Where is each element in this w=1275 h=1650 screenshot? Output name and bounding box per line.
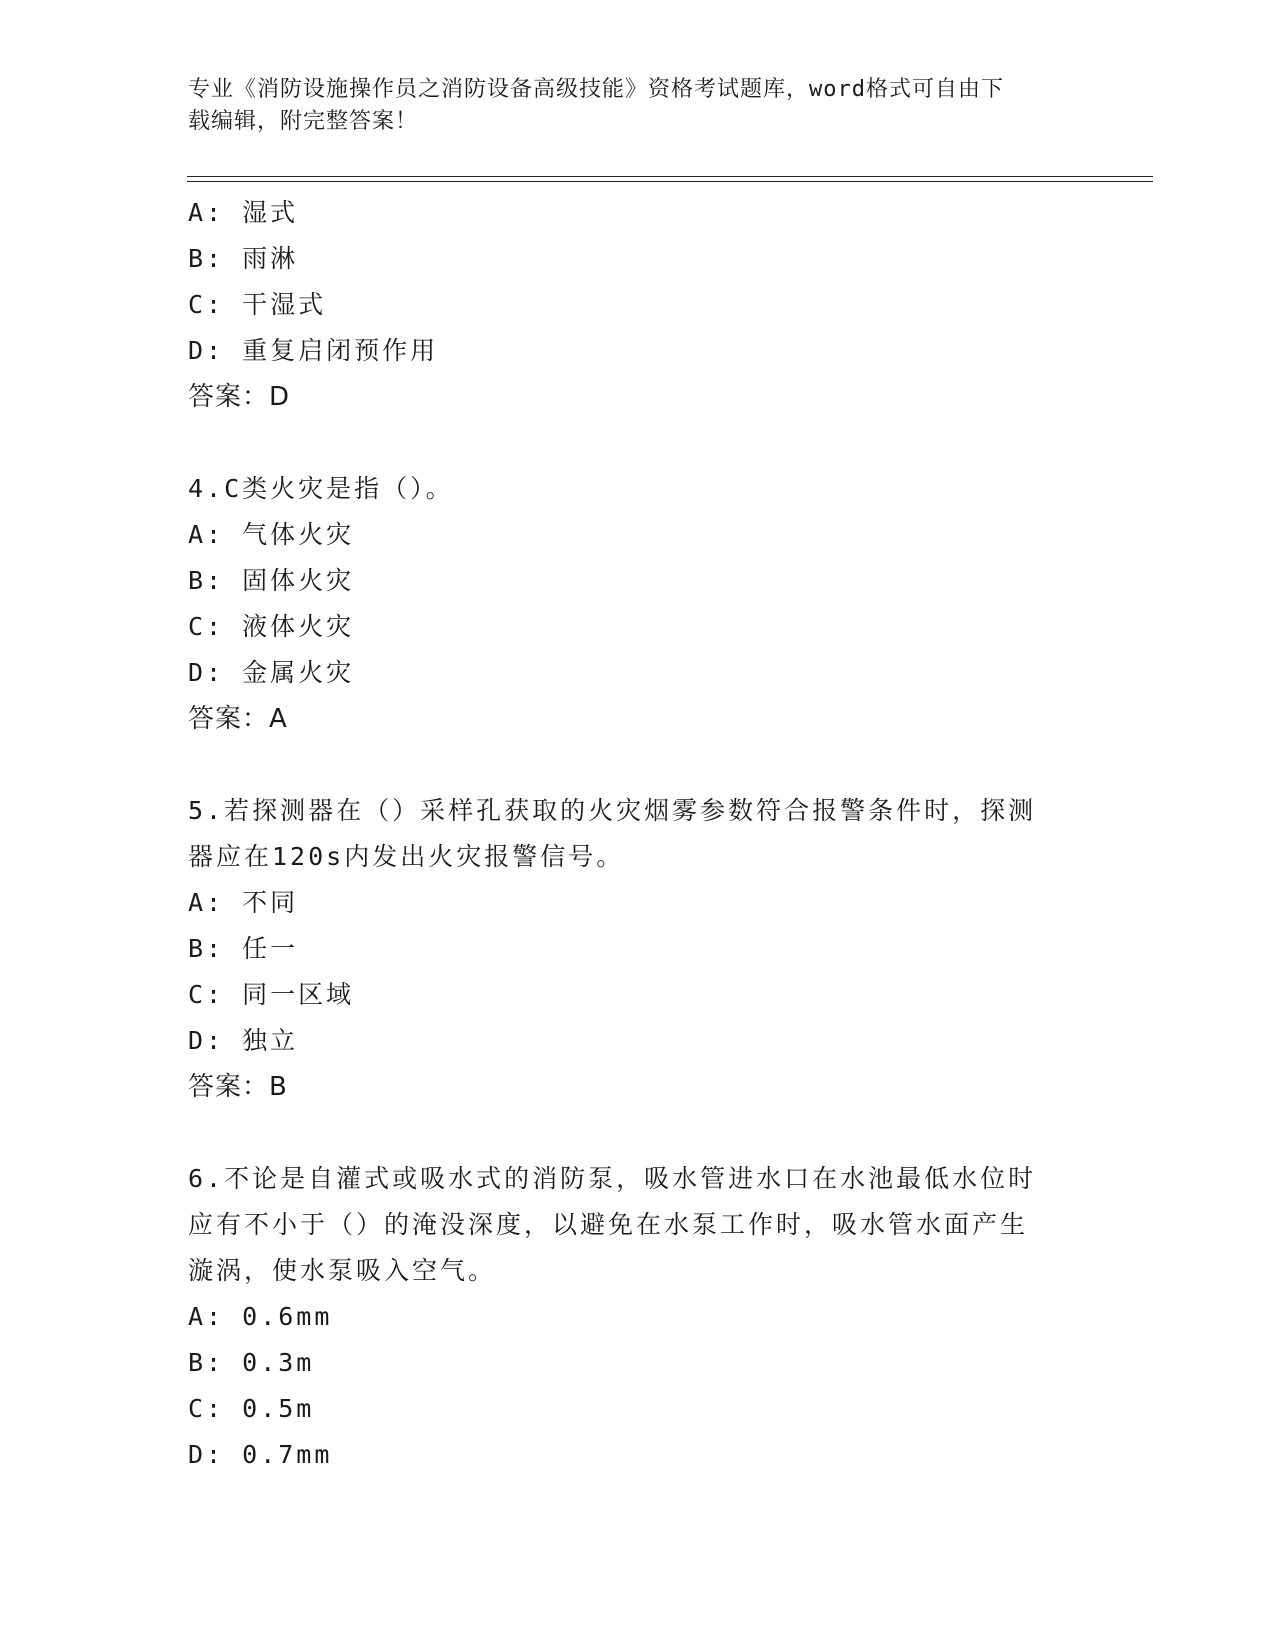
option-a: A: 湿式 (188, 198, 299, 227)
question-stem-line-2: 应有不小于（）的淹没深度，以避免在水泵工作时，吸水管水面产生 (188, 1210, 1029, 1239)
header-rule-top (187, 176, 1153, 177)
option-b: B: 雨淋 (188, 244, 299, 273)
document-header (188, 74, 1088, 138)
header-line-1: 专业《消防设施操作员之消防设备高级技能》资格考试题库，word格式可自由下 (188, 77, 1004, 102)
question-list (188, 190, 1068, 1478)
option-d: D: 重复启闭预作用 (188, 336, 439, 365)
option-c: C: 干湿式 (188, 290, 327, 319)
header-rule-bottom (187, 181, 1153, 182)
option-c: C: 同一区域 (188, 980, 355, 1009)
answer: 答案：A (188, 704, 288, 734)
question-5 (188, 788, 1068, 1110)
option-d: D: 0.7mm (188, 1440, 333, 1469)
question-3 (188, 190, 1068, 420)
header-line-2: 载编辑，附完整答案！ (188, 109, 419, 134)
option-a: A: 0.6mm (188, 1302, 333, 1331)
option-c: C: 0.5m (188, 1394, 315, 1423)
question-6 (188, 1156, 1068, 1478)
question-stem-line-1: 5.若探测器在（）采样孔获取的火灾烟雾参数符合报警条件时，探测 (188, 796, 1037, 825)
option-b: B: 任一 (188, 934, 299, 963)
question-stem-line-1: 6.不论是自灌式或吸水式的消防泵，吸水管进水口在水池最低水位时 (188, 1164, 1037, 1193)
question-stem: 4.C类火灾是指（）。 (188, 474, 454, 503)
option-b: B: 0.3m (188, 1348, 315, 1377)
option-d: D: 金属火灾 (188, 658, 355, 687)
option-c: C: 液体火灾 (188, 612, 355, 641)
question-stem-line-2: 器应在120s内发出火灾报警信号。 (188, 842, 625, 871)
question-4 (188, 466, 1068, 742)
question-stem-line-3: 漩涡，使水泵吸入空气。 (188, 1256, 497, 1285)
answer: 答案：B (188, 1072, 288, 1102)
option-d: D: 独立 (188, 1026, 299, 1055)
option-b: B: 固体火灾 (188, 566, 355, 595)
spacer (188, 1110, 1068, 1156)
answer: 答案：D (188, 382, 291, 412)
spacer (188, 742, 1068, 788)
option-a: A: 不同 (188, 888, 299, 917)
option-a: A: 气体火灾 (188, 520, 355, 549)
spacer (188, 420, 1068, 466)
